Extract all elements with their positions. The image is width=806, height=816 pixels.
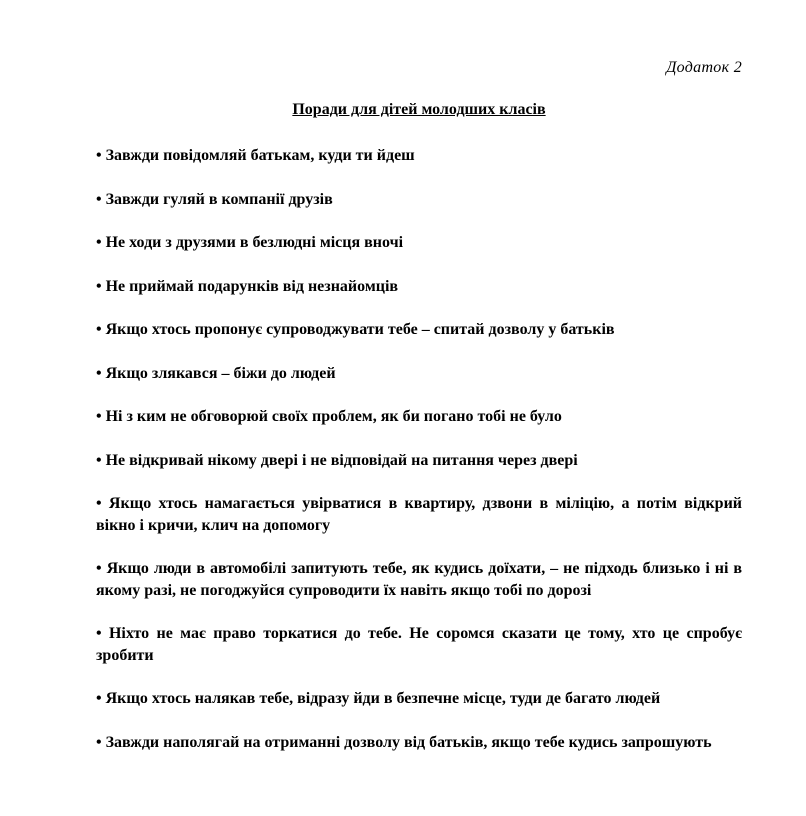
tip-item: • Завжди повідомляй батькам, куди ти йдеш — [96, 145, 742, 167]
tip-item: • Не відкривай нікому двері і не відповідай на питання через двері — [96, 450, 742, 472]
tips-list — [96, 145, 742, 775]
tip-item: • Якщо хтось пропонує супроводжувати тебе – спитай дозволу у батьків — [96, 319, 742, 341]
tip-item: • Не приймай подарунків від незнайомців — [96, 276, 742, 298]
tip-item: • Якщо хтось налякав тебе, відразу йди в безпечне місце, туди де багато людей — [96, 688, 742, 710]
appendix-label: Додаток 2 — [666, 59, 742, 76]
tip-item: • Якщо люди в автомобілі запитують тебе, як кудись доїхати, – не підходь близько і ні в якому разі, не погоджуйся супроводити їх навіть якщо тобі по дорозі — [96, 558, 742, 601]
tip-item: • Якщо злякався – біжи до людей — [96, 363, 742, 385]
tip-item: • Якщо хтось намагається увірватися в квартиру, дзвони в міліцію, а потім відкрий вікно і кричи, клич на допомогу — [96, 493, 742, 536]
tip-item: • Завжди гуляй в компанії друзів — [96, 189, 742, 211]
document-title: Поради для дітей молодших класів — [292, 101, 546, 118]
tip-item: • Завжди наполягай на отриманні дозволу від батьків, якщо тебе кудись запрошують — [96, 732, 742, 754]
tip-item: • Ніхто не має право торкатися до тебе. Не соромся сказати це тому, хто це спробує зробити — [96, 623, 742, 666]
tip-item: • Не ходи з друзями в безлюдні місця вночі — [96, 232, 742, 254]
tip-item: • Ні з ким не обговорюй своїх проблем, як би погано тобі не було — [96, 406, 742, 428]
